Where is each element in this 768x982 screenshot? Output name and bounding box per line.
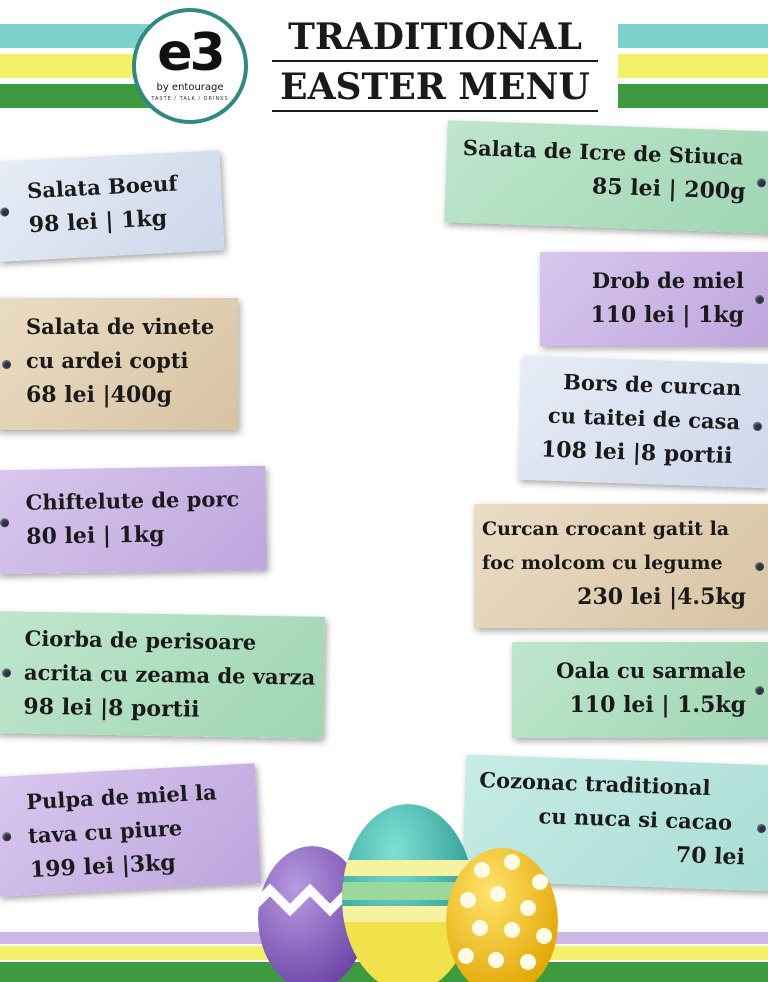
card-hole-icon bbox=[755, 295, 764, 304]
menu-item-name: tava cu piure bbox=[27, 815, 183, 849]
e3-logo bbox=[132, 8, 248, 124]
top-stripe-green-right bbox=[618, 84, 768, 108]
menu-item-price: 98 lei |8 portii bbox=[23, 693, 200, 723]
menu-card-salata-vinete bbox=[0, 298, 238, 430]
menu-item-name: Cozonac traditional bbox=[478, 767, 711, 801]
menu-item-name: Bors de curcan bbox=[562, 369, 742, 401]
card-hole-icon bbox=[753, 422, 762, 431]
menu-item-price: 85 lei | 200g bbox=[591, 173, 747, 205]
menu-item-price: 68 lei |400g bbox=[26, 382, 172, 408]
menu-item-name: Salata de vinete bbox=[26, 314, 215, 339]
menu-card-chiftelute bbox=[0, 466, 267, 575]
menu-item-price: 70 lei bbox=[675, 842, 746, 871]
logo-subtitle: by entourage bbox=[156, 82, 224, 93]
card-hole-icon bbox=[755, 562, 764, 571]
title-line-1: TRADITIONAL bbox=[288, 16, 582, 58]
menu-card-pulpa-miel bbox=[0, 763, 261, 897]
top-stripe-yellow-right bbox=[618, 54, 768, 78]
title-divider-top bbox=[272, 60, 598, 62]
menu-item-price: 98 lei | 1kg bbox=[28, 205, 168, 239]
menu-item-price: 110 lei | 1.5kg bbox=[569, 692, 746, 718]
menu-item-price: 80 lei | 1kg bbox=[26, 521, 165, 550]
card-hole-icon bbox=[757, 824, 766, 833]
menu-card-curcan-crocant bbox=[474, 504, 768, 628]
menu-item-name: Chiftelute de porc bbox=[25, 486, 240, 515]
title-divider-bottom bbox=[272, 110, 598, 112]
card-hole-icon bbox=[755, 686, 764, 695]
card-hole-icon bbox=[0, 518, 9, 527]
card-hole-icon bbox=[2, 832, 11, 841]
menu-card-icre-stiuca bbox=[444, 120, 768, 233]
menu-item-name: Ciorba de perisoare bbox=[24, 625, 257, 655]
menu-item-name: Salata Boeuf bbox=[26, 170, 178, 204]
logo-mark: e3 bbox=[157, 23, 223, 83]
menu-item-price: 230 lei |4.5kg bbox=[577, 584, 746, 610]
menu-item-name: cu nuca si cacao bbox=[538, 803, 733, 835]
menu-card-bors-curcan bbox=[518, 356, 768, 489]
menu-item-name: Salata de Icre de Stiuca bbox=[462, 134, 744, 170]
top-stripe-teal-right bbox=[618, 24, 768, 48]
menu-item-name: acrita cu zeama de varza bbox=[23, 659, 316, 690]
card-hole-icon bbox=[2, 360, 11, 369]
menu-item-name: Curcan crocant gatit la bbox=[482, 518, 730, 540]
menu-card-salata-boeuf bbox=[0, 150, 224, 262]
card-hole-icon bbox=[0, 207, 9, 216]
menu-item-name: Drob de miel bbox=[591, 268, 744, 293]
menu-item-price: 108 lei |8 portii bbox=[540, 436, 733, 470]
easter-eggs-illustration bbox=[250, 790, 570, 982]
menu-item-name: Oala cu sarmale bbox=[556, 658, 746, 683]
menu-card-ciorba bbox=[0, 611, 325, 739]
card-hole-icon bbox=[2, 668, 11, 677]
menu-item-name: cu ardei copti bbox=[26, 348, 189, 373]
menu-item-name: Pulpa de miel la bbox=[25, 779, 218, 815]
menu-item-price: 199 lei |3kg bbox=[29, 849, 177, 884]
menu-item-name: cu taitei de casa bbox=[547, 402, 741, 435]
card-hole-icon bbox=[757, 178, 766, 187]
menu-item-name: foc molcom cu legume bbox=[482, 552, 723, 574]
menu-card-drob-miel bbox=[540, 252, 768, 346]
menu-card-oala-sarmale bbox=[512, 642, 768, 738]
title-line-2: EASTER MENU bbox=[280, 66, 590, 108]
menu-item-price: 110 lei | 1kg bbox=[590, 302, 744, 328]
logo-tagline: TASTE / TALK / DRINKS bbox=[151, 96, 229, 102]
